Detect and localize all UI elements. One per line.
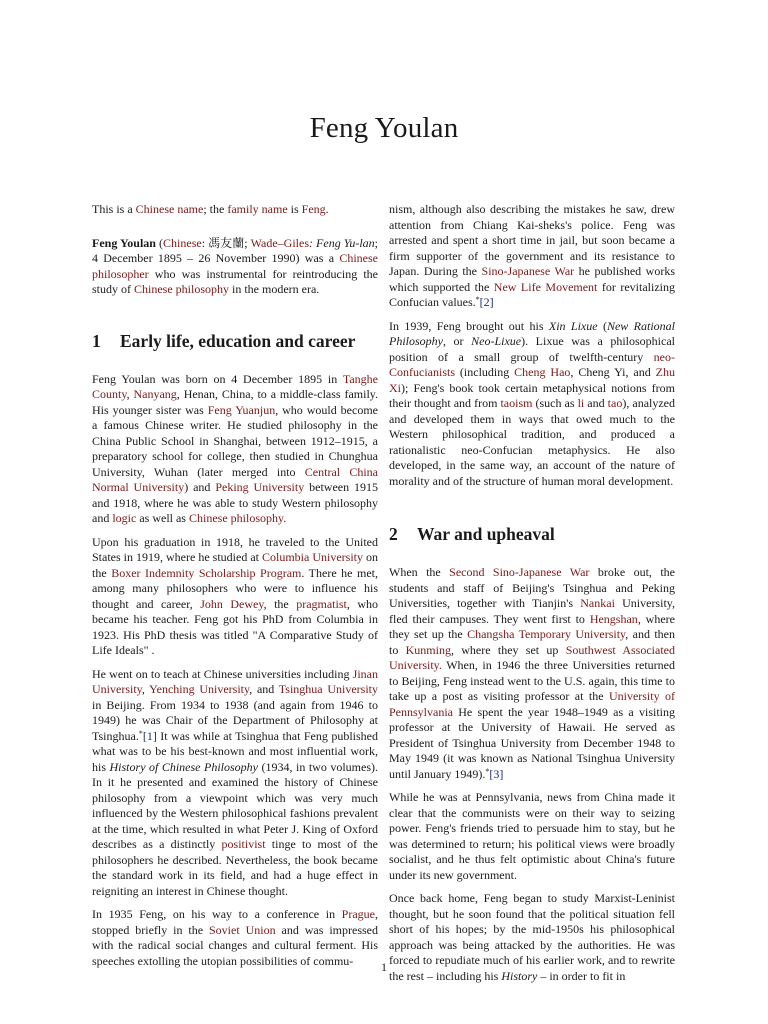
- hatnote: This is a Chinese name; the family name is Feng.: [92, 202, 329, 216]
- section-heading-war: 2 War and upheaval: [389, 524, 555, 544]
- link-chinese-philosophy[interactable]: Chinese philosophy: [134, 282, 229, 296]
- link-university-of-pennsylvania[interactable]: University of Pennsylvania: [389, 689, 675, 719]
- link-chinese-name[interactable]: Chinese name: [135, 202, 204, 216]
- link-positivist[interactable]: positivist: [221, 837, 266, 851]
- link-tao[interactable]: tao: [607, 396, 623, 410]
- paragraph: Once back home, Feng began to study Marxist-Leninist thought, but he soon found that the political situation fell short of his hopes; by the mid-1950s his philosophical approach was being attacked by the authorities. He was forced to repudiate much of his earlier work, and to rewrite the rest – including his History – in order to fit in: [389, 891, 675, 983]
- page-number: 1: [381, 960, 387, 974]
- link-new-life-movement[interactable]: New Life Movement: [493, 279, 598, 294]
- link-chinese-philosopher[interactable]: Chinese philosopher: [92, 251, 378, 281]
- citation-3[interactable]: [3]: [489, 766, 504, 781]
- link-neo-confucianists[interactable]: neo-Confucianists: [389, 349, 675, 379]
- link-soviet-union[interactable]: Soviet Union: [209, 922, 276, 937]
- page-title: Feng Youlan: [309, 112, 459, 144]
- link-peking-university[interactable]: Peking University: [215, 480, 305, 494]
- link-kunming[interactable]: Kunming: [405, 642, 451, 657]
- footnote-marker: *: [475, 295, 480, 304]
- link-chinese-philosophy-2[interactable]: Chinese philosophy: [188, 511, 284, 525]
- link-chinese[interactable]: Chinese: [163, 235, 202, 250]
- footnote-marker: *: [138, 728, 143, 738]
- link-tanghe-county[interactable]: Tanghe County: [92, 371, 378, 401]
- link-wade-giles[interactable]: Wade–Giles: [250, 235, 309, 250]
- link-li[interactable]: li: [577, 396, 585, 410]
- paragraph: While he was at Pennsylvania, news from China made it clear that the communists were on their way to seizing power. Feng's friends tried to persuade him to stay, but he was determined to return; his political views were broadly socialist, and he thus felt optimistic about China's future under its new government.: [389, 790, 675, 882]
- subject-name: Feng Youlan: [92, 235, 156, 250]
- link-sino-japanese-war[interactable]: Sino-Japanese War: [481, 264, 575, 278]
- link-jinan-university[interactable]: Jinan University: [92, 666, 378, 696]
- link-tsinghua-university[interactable]: Tsinghua University: [278, 682, 379, 696]
- link-hengshan[interactable]: Hengshan: [589, 611, 638, 626]
- link-central-china-normal-university[interactable]: Central China Normal University: [92, 464, 379, 494]
- lead-paragraph: Feng Youlan (Chinese: 馮友蘭; Wade–Giles: Feng Yu-lan; 4 December 1895 – 26 November 1990) was a Chinese philosopher who was instrumental for reintroducing the study of Chinese philosophy in the modern era.: [92, 235, 379, 296]
- citation-1[interactable]: [1]: [142, 728, 157, 743]
- link-columbia-university[interactable]: Columbia University: [262, 550, 363, 564]
- link-yenching-university[interactable]: Yenching University: [149, 682, 250, 696]
- link-zhu-xi[interactable]: Zhu Xi: [389, 365, 675, 395]
- link-feng[interactable]: Feng: [301, 202, 326, 216]
- link-cheng-hao[interactable]: Cheng Hao: [514, 365, 571, 379]
- link-john-dewey[interactable]: John Dewey: [200, 596, 264, 611]
- paragraph: Upon his graduation in 1918, he traveled to the United States in 1919, where he studied at Columbia University on the Boxer Indemnity Scholarship Program. There he met, among many philosophers who were to influence his thought and career, John Dewey, the pragmatist, who became his teacher. Feng got his PhD from Columbia in 1923. His PhD thesis was titled "A Comparative Study of Life Ideals" .: [92, 534, 379, 657]
- footnote-marker: *: [485, 766, 490, 776]
- link-southwest-associated-university[interactable]: Southwest Associated University: [389, 642, 675, 672]
- paragraph: Feng Youlan was born on 4 December 1895 in Tanghe County, Nanyang, Henan, China, to a middle-class family. His younger sister was Feng Yuanjun, who would become a famous Chinese writer. He studied philosophy in the China Public School in Shanghai, between 1912–1915, a preparatory school for college, then studied in Chunghua University, Wuhan (later merged into Central China Normal University) and Peking University between 1915 and 1918, where he was able to study Western philosophy and logic as well as Chinese philosophy.: [92, 371, 379, 525]
- paragraph: When the Second Sino-Japanese War broke out, the students and staff of Beijing's Tsinghua and Peking Universities, together with Tianjin's Nankai University, fled their campuses. They went first to Hengshan, where they set up the Changsha Temporary University, and then to Kunming, where they set up Southwest Associated University. When, in 1946 the three Universities returned to Beijing, Feng instead went to the U.S. again, this time to take up a post as visiting professor at the University of Pennsylvania He spent the year 1948–1949 as a visiting professor at the University of Hawaii. He served as President of Tsinghua University from December 1948 to May 1949 (it was known as National Tsinghua University until January 1949).*[3]: [389, 565, 675, 781]
- link-boxer-indemnity[interactable]: Boxer Indemnity Scholarship Program: [111, 565, 302, 580]
- paragraph: He went on to teach at Chinese universities including Jinan University, Yenching University, and Tsinghua University in Beijing. From 1934 to 1938 (and again from 1946 to 1949) he was Chair of the Department of Philosophy at Tsinghua.*[1] It was while at Tsinghua that Feng published what was to be his best-known and most influential work, his History of Chinese Philosophy (1934, in two volumes). In it he presented and examined the history of Chinese philosophy from a viewpoint which was very much influenced by the Western philosophical fashions prevalent at the time, which resulted in what Peter J. King of Oxford describes as a distinctly positivist tinge to most of the philosophers he described. Nevertheless, the book became the standard work in its field, and had a huge effect in reigniting an interest in Chinese thought.: [92, 666, 379, 898]
- link-prague[interactable]: Prague: [341, 907, 375, 921]
- link-feng-yuanjun[interactable]: Feng Yuanjun: [207, 402, 276, 417]
- link-nanyang[interactable]: Nanyang: [133, 387, 177, 401]
- paragraph: In 1935 Feng, on his way to a conference in Prague, stopped briefly in the Soviet Union and was impressed with the radical social changes and cultural ferment. His speeches extolling the utopian possibilities of commu-: [92, 907, 378, 968]
- right-column: [389, 202, 675, 992]
- paragraph: In 1939, Feng brought out his Xin Lixue (New Rational Philosophy, or Neo-Lixue). Lixue was a philosophical position of a small group of twelfth-century neo-Confucianists (including Cheng Hao, Cheng Yi, and Zhu Xi); Feng's book took certain metaphysical notions from their thought and from taoism (such as li and tao), analyzed and developed them in ways that owed much to the Western philosophical tradition, and produced a rationalistic neo-Confucian metaphysics. He also developed, in the same way, an account of the nature of morality and of the structure of human moral development.: [389, 318, 676, 488]
- paragraph: nism, although also describing the mistakes he saw, drew attention from Chiang Kai-sheks's police. Feng was arrested and spent a short time in jail, but soon became a firm supporter of the government and its resistance to Japan. During the Sino-Japanese War he published works which supported the New Life Movement for revitalizing Confucian values.*[2]: [389, 202, 676, 309]
- section-heading-early-life: 1 Early life, education and career: [92, 330, 356, 351]
- link-taoism[interactable]: taoism: [500, 396, 533, 410]
- link-second-sino-japanese-war[interactable]: Second Sino-Japanese War: [449, 565, 590, 579]
- left-column: [92, 202, 378, 977]
- link-pragmatist[interactable]: pragmatist: [296, 596, 347, 611]
- link-logic[interactable]: logic: [112, 511, 137, 525]
- link-family-name[interactable]: family name: [227, 202, 288, 216]
- citation-2[interactable]: [2]: [479, 295, 494, 309]
- link-nankai[interactable]: Nankai: [580, 596, 615, 610]
- link-changsha-temporary-university[interactable]: Changsha Temporary University: [467, 627, 626, 641]
